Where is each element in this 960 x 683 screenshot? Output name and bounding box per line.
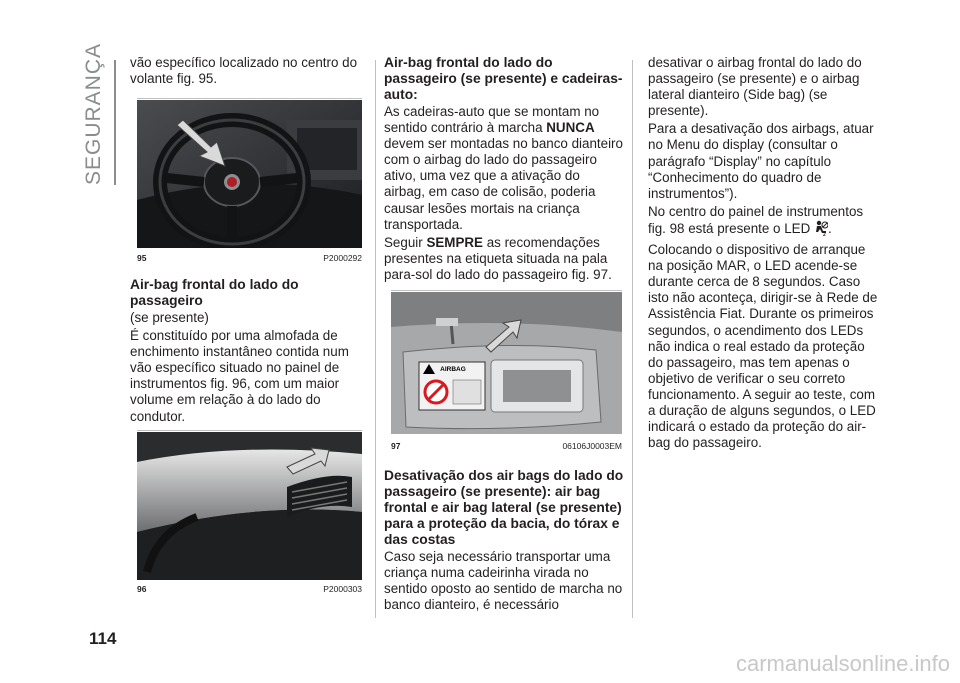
child-seat-p2-a: Seguir [384, 234, 427, 250]
airbag-warning-label [419, 362, 485, 410]
figure-97-code: 06106J0003EM [562, 441, 622, 451]
child-seat-p1-a: As cadeiras-auto que se montam no sentido contrário à marcha [384, 104, 600, 136]
svg-text:2: 2 [823, 231, 826, 236]
column-2 [384, 55, 624, 283]
column3-paragraph-3 [648, 204, 880, 240]
airbag-off-icon [814, 220, 828, 240]
passenger-airbag-body: É constituído por uma almofada de enchimento instantâneo contida num vão específico situado no painel de instrumentos fig. 96, com um maior volume em relação à do lado do condutor. [130, 328, 349, 424]
section-tab [82, 42, 116, 190]
steering-wheel-illustration [137, 100, 362, 248]
figure-96-code: P2000303 [323, 584, 362, 594]
section-tab-label: SEGURANÇA [82, 42, 105, 185]
figure-97-number: 97 [391, 441, 401, 451]
section-tab-bar [114, 60, 116, 185]
column1-intro: vão específico localizado no centro do volante fig. 95. [130, 55, 358, 87]
figure-96-top-rule [137, 430, 362, 431]
column3-paragraph-2: Para a desativação dos airbags, atuar no Menu do display (consultar o parágrafo “Display” no capítulo “Conhecimento do quadro de instrumentos”). [648, 121, 874, 201]
dashboard-illustration [137, 432, 362, 580]
figure-97-caption [391, 441, 622, 451]
column-divider-2 [632, 60, 633, 618]
child-seat-p2-b: as recomendações presentes na etiqueta situada na pala para-sol do lado do passageiro fig. 97. [384, 234, 612, 282]
figure-95-steering-wheel [137, 100, 362, 248]
column-divider-1 [375, 60, 376, 618]
deactivation-heading: Desativação dos air bags do lado do passageiro (se presente): air bag frontal e air bag lateral (se presente) para a proteção da bacia, do tórax e das costas [384, 468, 624, 547]
passenger-airbag-subheading: (se presente) [130, 310, 209, 325]
figure-97-top-rule [391, 290, 622, 291]
nunca-emphasis: NUNCA [546, 120, 595, 136]
column3-p3-a: No centro do painel de instrumentos fig. 98 está presente o LED [648, 203, 864, 236]
airbag-label-text: AIRBAG [440, 366, 466, 373]
column-2-section [384, 468, 624, 613]
column-1-section [130, 277, 364, 425]
deactivation-paragraph: Caso seja necessário transportar uma criança numa cadeirinha virada no sentido oposto ao sentido de marcha no banco dianteiro, é necessário [384, 549, 623, 613]
figure-95-number: 95 [137, 253, 147, 263]
child-seat-heading: Air-bag frontal do lado do passageiro (se presente) e cadeiras-auto: [384, 55, 623, 102]
page-number: 114 [89, 629, 117, 648]
column-3 [648, 55, 880, 451]
figure-95-code: P2000292 [323, 253, 362, 263]
column3-paragraph-4: Colocando o dispositivo de arranque na posição MAR, o LED acende-se durante cerca de 8 segundos. Caso isto não aconteça, dirigir-se à Rede de Assistência Fiat. Durante os primeiros segundos, o acendimento dos LEDs não indica o real estado da proteção do passageiro, mas tem apenas o objetivo de verificar o seu correto funcionamento. A seguir ao teste, com a duração de alguns segundos, o LED indicará o estado da proteção do air-bag do passageiro. [648, 242, 878, 451]
figure-97-sun-visor [391, 292, 622, 434]
figure-96-number: 96 [137, 584, 147, 594]
child-seat-paragraph-2 [384, 235, 624, 283]
column3-paragraph-1: desativar o airbag frontal do lado do passageiro (se presente) e o airbag lateral dianteiro (Side bag) (se presente). [648, 55, 862, 119]
child-seat-paragraph-1 [384, 104, 624, 233]
passenger-airbag-heading: Air-bag frontal do lado do passageiro [130, 277, 299, 308]
sempre-emphasis: SEMPRE [426, 234, 483, 250]
watermark: carmanualsonline.info [735, 651, 950, 676]
column3-p3-b: . [828, 220, 832, 236]
figure-96-caption [137, 584, 362, 594]
column-1 [130, 55, 364, 87]
figure-96-dashboard [137, 432, 362, 580]
figure-95-caption [137, 253, 362, 263]
sun-visor-illustration [391, 292, 622, 434]
child-seat-p1-b: devem ser montadas no banco dianteiro com o airbag do lado do passageiro ativo, uma vez que a ativação do airbag, em caso de colisão, poderia causar lesões mortais na criança transportada. [384, 136, 623, 232]
figure-95-top-rule [137, 98, 362, 99]
